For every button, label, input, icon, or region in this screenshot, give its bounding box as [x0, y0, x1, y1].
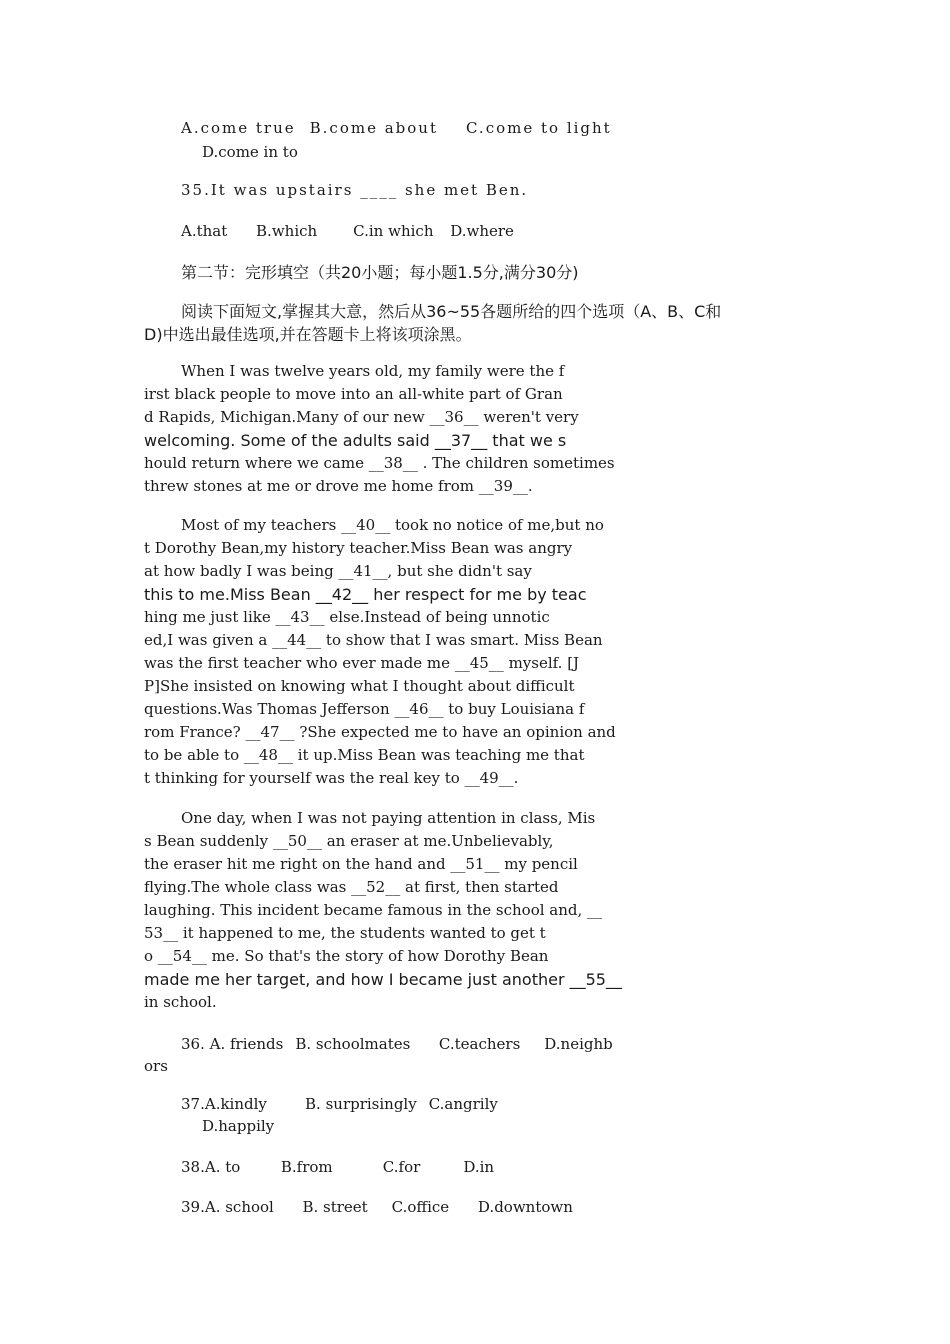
q35-options: A.that B.whichC.in which D.where — [181, 222, 514, 240]
section-instruction-2: D)中选出最佳选项,并在答题卡上将该项涂黑。 — [144, 325, 472, 344]
q34-options-line-2: D.come in to — [202, 143, 298, 161]
passage-p3-line: One day, when I was not paying attention in class, Mis — [181, 809, 596, 827]
q34-options-line-1: A.come trueB.come aboutC.come to light — [181, 119, 612, 137]
passage-p1-line: d Rapids, Michigan.Many of our new __36__ weren't very — [144, 408, 579, 426]
passage-p3-line: made me her target, and how I became just another __55__ — [144, 970, 622, 989]
passage-p1-line: welcoming. Some of the adults said __37__ that we s — [144, 431, 567, 450]
passage-p1-line: hould return where we came __38__ . The children sometimes — [144, 454, 615, 472]
passage-p2-line: t thinking for yourself was the real key to __49__. — [144, 769, 519, 787]
passage-p1-line: irst black people to move into an all-white part of Gran — [144, 385, 563, 403]
q37-options-line-1: 37.A.kindly B. surprisinglyC.angrily — [181, 1095, 510, 1113]
q35-stem: 35.It was upstairs ____ she met Ben. — [181, 181, 529, 199]
passage-p3-line: 53__ it happened to me, the students wanted to get t — [144, 924, 546, 942]
passage-p3-line: o __54__ me. So that's the story of how Dorothy Bean — [144, 947, 549, 965]
passage-p2-line: P]She insisted on knowing what I thought about difficult — [144, 677, 575, 695]
q36-options-line-1: 36. A. friendsB. schoolmates C.teachersD.neighb — [181, 1035, 613, 1053]
q37-options-line-2: D.happily — [202, 1117, 275, 1135]
passage-p2-line: Most of my teachers __40__ took no notice of me,but no — [181, 516, 604, 534]
passage-p3-line: in school. — [144, 993, 217, 1011]
passage-p2-line: to be able to __48__ it up.Miss Bean was teaching me that — [144, 746, 585, 764]
passage-p2-line: at how badly I was being __41__, but she didn't say — [144, 562, 532, 580]
passage-p3-line: the eraser hit me right on the hand and __51__ my pencil — [144, 855, 578, 873]
passage-p2-line: hing me just like __43__ else.Instead of being unnotic — [144, 608, 550, 626]
passage-p3-line: s Bean suddenly __50__ an eraser at me.Unbelievably, — [144, 832, 554, 850]
passage-p3-line: flying.The whole class was __52__ at first, then started — [144, 878, 559, 896]
passage-p1-line: When I was twelve years old, my family were the f — [181, 362, 565, 380]
q36-options-line-2: ors — [144, 1057, 168, 1075]
passage-p2-line: questions.Was Thomas Jefferson __46__ to buy Louisiana f — [144, 700, 585, 718]
q39-options: 39.A. school B. streetC.office D.downtown — [181, 1198, 573, 1216]
passage-p2-line: t Dorothy Bean,my history teacher.Miss Bean was angry — [144, 539, 573, 557]
section-heading: 第二节：完形填空（共20小题；每小题1.5分,满分30分) — [181, 263, 579, 282]
section-instruction-1: 阅读下面短文,掌握其大意，然后从36~55各题所给的四个选项（A、B、C和 — [181, 302, 722, 321]
passage-p1-line: threw stones at me or drove me home from __39__. — [144, 477, 533, 495]
passage-p2-line: this to me.Miss Bean __42__ her respect for me by teac — [144, 585, 587, 604]
passage-p2-line: ed,I was given a __44__ to show that I was smart. Miss Bean — [144, 631, 603, 649]
passage-p2-line: rom France? __47__ ?She expected me to have an opinion and — [144, 723, 616, 741]
q38-options: 38.A. to B.from C.for D.in — [181, 1158, 495, 1176]
passage-p2-line: was the first teacher who ever made me __45__ myself. [J — [144, 654, 580, 672]
passage-p3-line: laughing. This incident became famous in the school and, __ — [144, 901, 603, 919]
